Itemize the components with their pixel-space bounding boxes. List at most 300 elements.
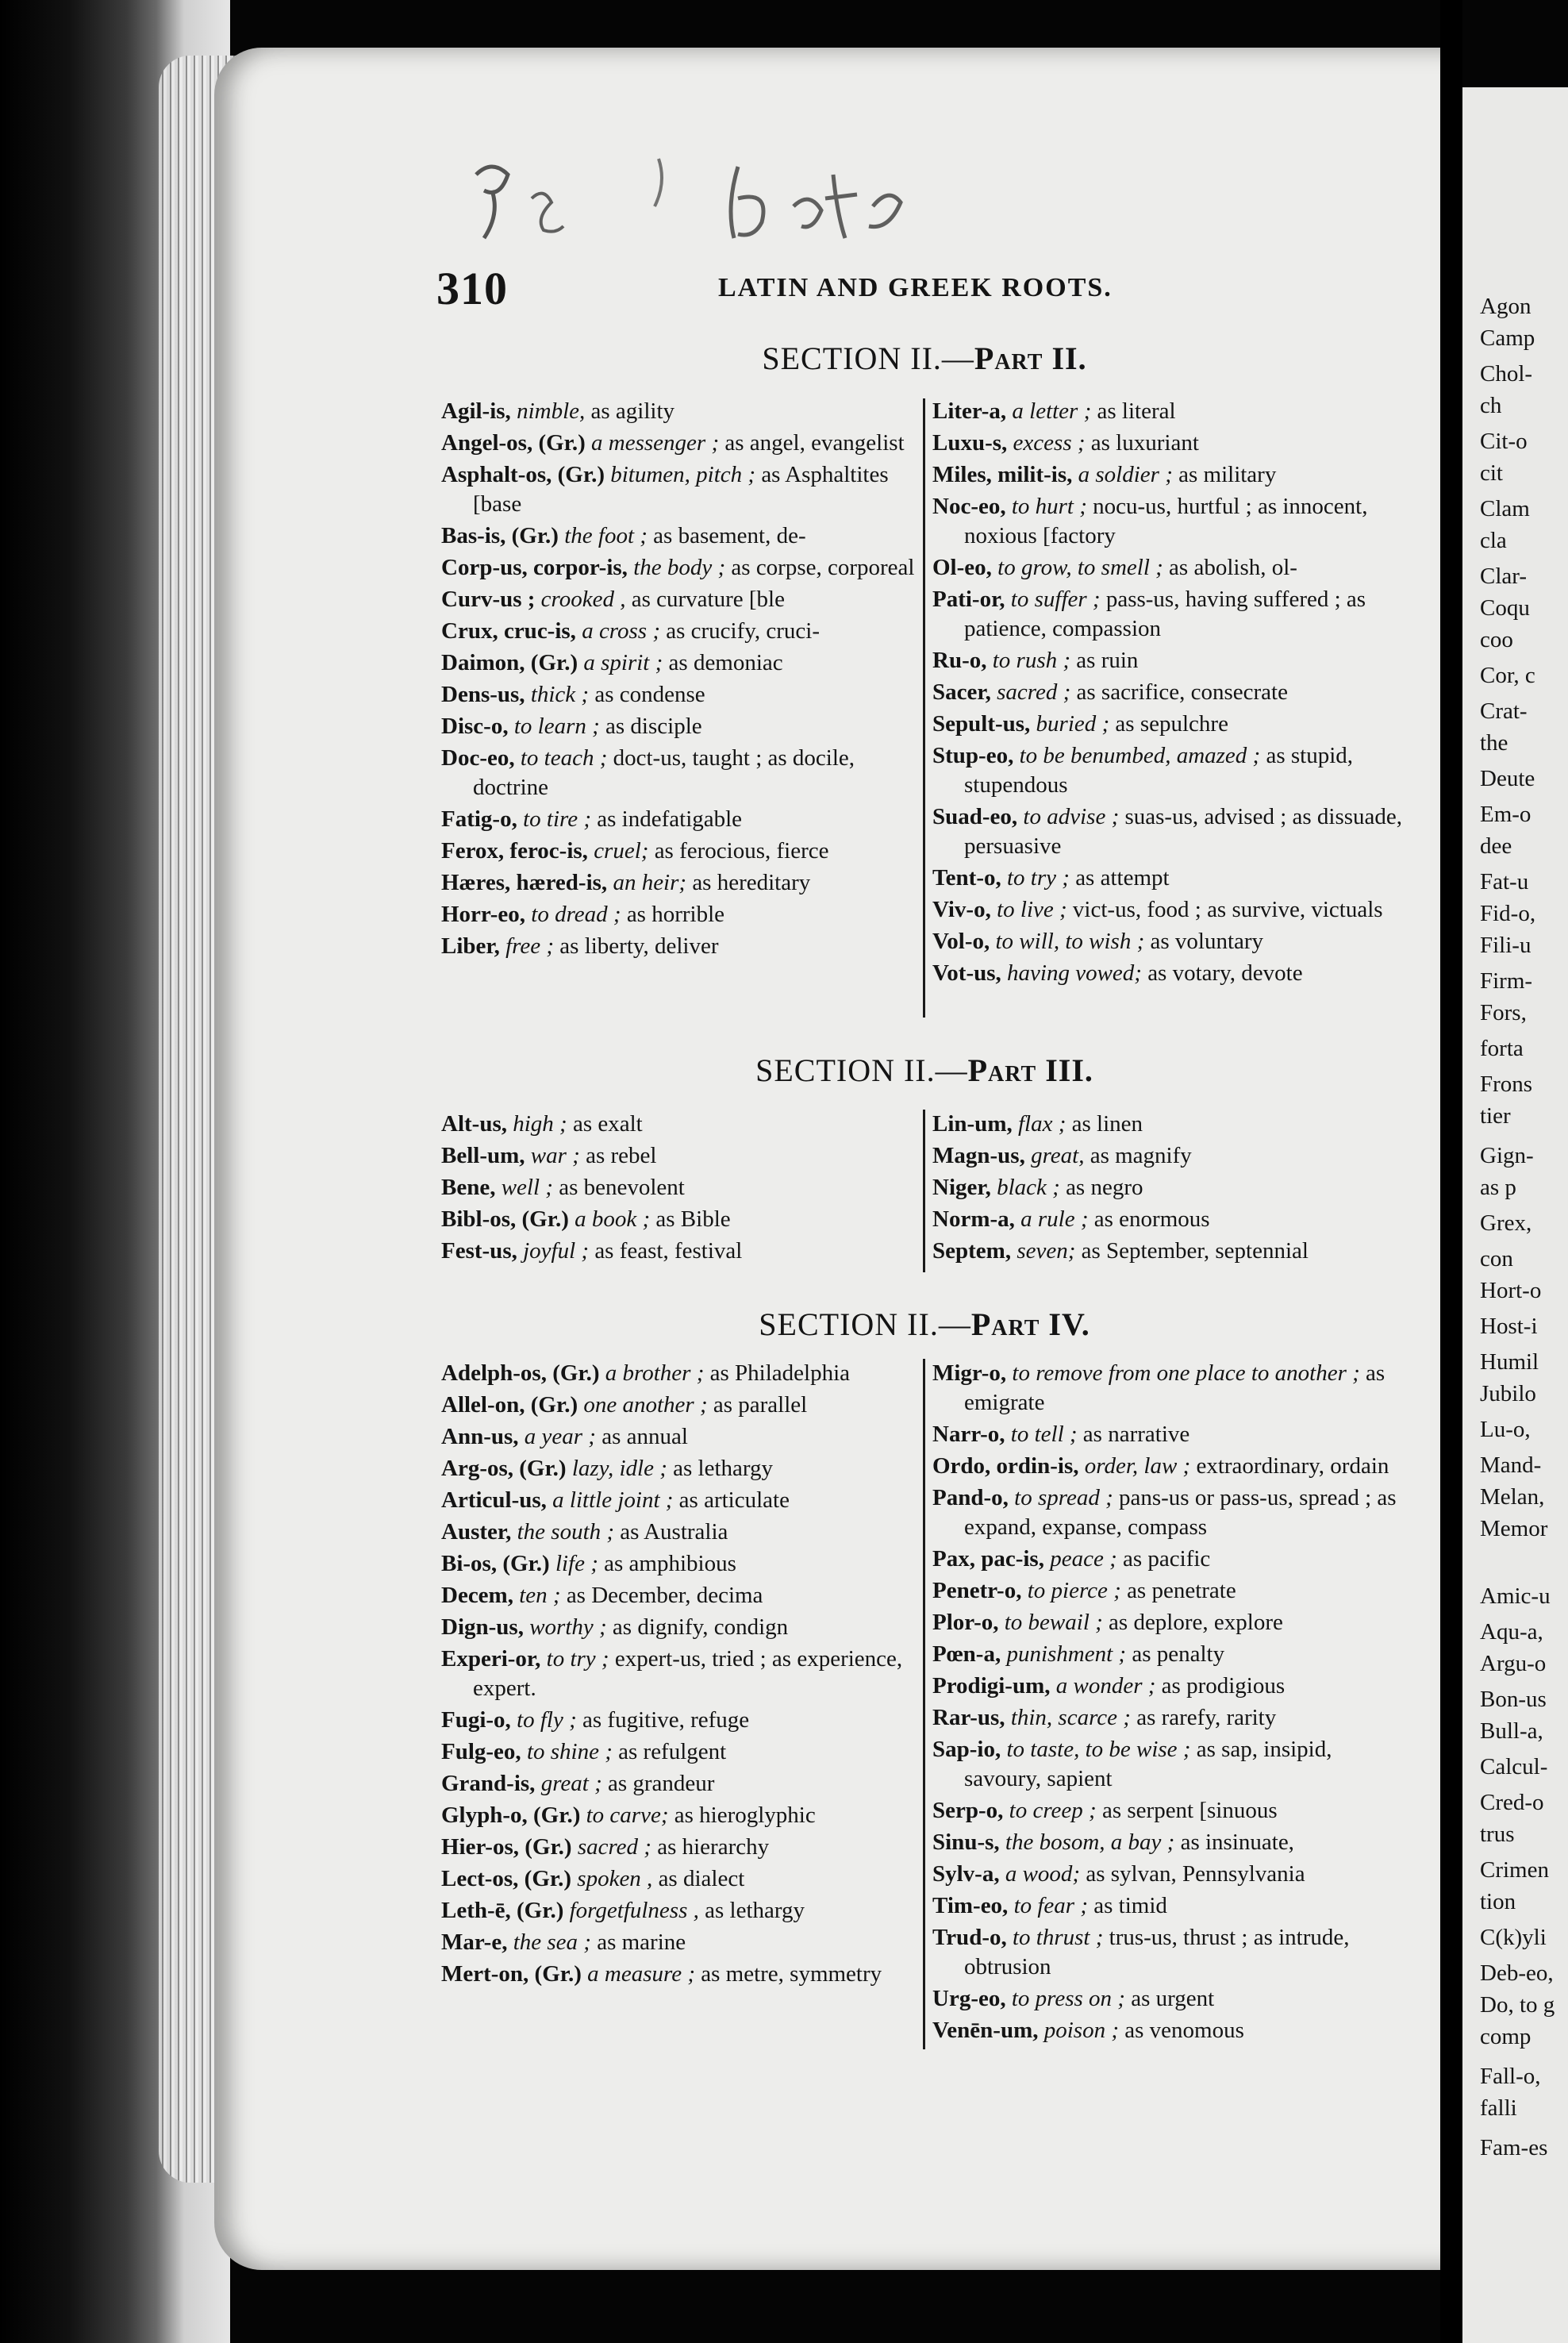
root-examples: as parallel xyxy=(713,1392,808,1418)
root-entry xyxy=(932,927,1409,956)
root-meaning: a rule ; xyxy=(1020,1206,1089,1232)
adjacent-page-fragment: Firm- xyxy=(1480,968,1533,994)
root-meaning: black ; xyxy=(997,1175,1060,1200)
root-entry xyxy=(932,1891,1409,1921)
root-examples: as ferocious, fierce xyxy=(654,838,829,864)
root-entry xyxy=(932,1237,1409,1266)
root-examples: as pacific xyxy=(1123,1546,1211,1572)
root-meaning: the bosom, a bay ; xyxy=(1005,1829,1175,1855)
adjacent-page-fragment: Hort-o xyxy=(1480,1278,1542,1303)
adjacent-page-fragment: Cit-o xyxy=(1480,429,1528,454)
root-word: Bene, xyxy=(441,1175,496,1200)
root-meaning: crooked , xyxy=(540,587,626,612)
root-meaning: to teach ; xyxy=(520,745,608,771)
root-examples: as sepulchre xyxy=(1115,711,1228,737)
root-entry xyxy=(932,1452,1409,1481)
root-word: Ru-o, xyxy=(932,648,987,673)
root-word: Grand-is, xyxy=(441,1771,536,1796)
root-word: Alt-us, xyxy=(441,1111,507,1137)
root-examples: as narrative xyxy=(1082,1422,1190,1447)
root-examples: as abolish, ol- xyxy=(1169,555,1297,580)
root-meaning: a cross ; xyxy=(582,618,660,644)
root-entry xyxy=(441,521,917,551)
root-entry xyxy=(441,932,917,961)
root-meaning: to try ; xyxy=(546,1646,609,1672)
root-entry xyxy=(441,1833,917,1862)
root-meaning: sacred ; xyxy=(997,679,1071,705)
root-examples: as September, septennial xyxy=(1081,1238,1309,1264)
root-examples: as linen xyxy=(1071,1111,1143,1137)
root-word: Liber, xyxy=(441,933,500,959)
root-entry xyxy=(441,617,917,646)
adjacent-page-fragment: Crat- xyxy=(1480,698,1528,724)
root-examples: pans-us or pass-us, spread ; as expand, expanse, compass xyxy=(964,1485,1397,1540)
root-word: Daimon, (Gr.) xyxy=(441,650,578,675)
root-meaning: a letter ; xyxy=(1012,398,1092,424)
root-examples: as demoniac xyxy=(668,650,783,675)
root-meaning: to spread ; xyxy=(1014,1485,1113,1510)
adjacent-page-fragment: Memor xyxy=(1480,1516,1548,1541)
adjacent-page-fragment: Clar- xyxy=(1480,564,1528,589)
root-word: Venēn-um, xyxy=(932,2018,1039,2043)
root-examples: as Philadelphia xyxy=(709,1360,851,1386)
root-examples: as dignify, condign xyxy=(612,1614,789,1640)
root-meaning: to advise ; xyxy=(1023,804,1120,829)
column-right xyxy=(932,397,1409,991)
root-examples: as rebel xyxy=(586,1143,657,1168)
adjacent-page-fragment: Do, to g xyxy=(1480,1992,1555,2018)
root-word: Prodigi-um, xyxy=(932,1673,1051,1699)
root-word: Ol-eo, xyxy=(932,555,992,580)
root-examples: as angel, evangelist xyxy=(724,430,905,456)
root-word: Bas-is, (Gr.) xyxy=(441,523,559,548)
root-word: Experi-or, xyxy=(441,1646,541,1672)
root-entry xyxy=(441,1737,917,1767)
root-meaning: high ; xyxy=(513,1111,567,1137)
root-word: Hier-os, (Gr.) xyxy=(441,1834,572,1860)
root-word: Horr-eo, xyxy=(441,902,526,927)
root-entry xyxy=(932,1640,1409,1669)
root-word: Noc-eo, xyxy=(932,494,1006,519)
root-word: Tim-eo, xyxy=(932,1893,1009,1918)
root-examples: as crucify, cruci- xyxy=(666,618,821,644)
root-word: Penetr-o, xyxy=(932,1578,1022,1603)
root-meaning: a spirit ; xyxy=(583,650,663,675)
root-entry xyxy=(932,492,1409,551)
section-part: Part II. xyxy=(974,340,1087,376)
root-examples: as military xyxy=(1178,462,1277,487)
adjacent-page-fragment: cit xyxy=(1480,460,1503,486)
adjacent-page-fragment: Bull-a, xyxy=(1480,1718,1543,1744)
adjacent-page-fragment: Fat-u xyxy=(1480,869,1529,894)
root-examples: as luxuriant xyxy=(1090,430,1199,456)
adjacent-page-fragment: Fors, xyxy=(1480,1000,1527,1025)
adjacent-page-fragment: as p xyxy=(1480,1175,1516,1200)
root-examples: as refulgent xyxy=(618,1739,727,1764)
root-examples: as sylvan, Pennsylvania xyxy=(1086,1861,1305,1887)
root-entry xyxy=(932,959,1409,988)
root-entry xyxy=(932,1703,1409,1733)
root-entry xyxy=(441,1928,917,1957)
adjacent-page-fragment: cla xyxy=(1480,528,1507,553)
adjacent-page-fragment: coo xyxy=(1480,627,1513,652)
root-meaning: punishment ; xyxy=(1006,1641,1127,1667)
root-meaning: great, xyxy=(1031,1143,1085,1168)
root-entry xyxy=(441,1960,917,1989)
root-meaning: cruel; xyxy=(594,838,649,864)
root-meaning: seven; xyxy=(1017,1238,1076,1264)
adjacent-page-fragment: Agon xyxy=(1480,294,1531,319)
root-entry xyxy=(441,837,917,866)
root-word: Norm-a, xyxy=(932,1206,1015,1232)
root-entry xyxy=(932,553,1409,583)
root-entry xyxy=(932,1828,1409,1857)
root-meaning: to shine ; xyxy=(526,1739,613,1764)
root-entry xyxy=(932,1359,1409,1418)
root-meaning: nimble, xyxy=(517,398,586,424)
root-entry xyxy=(932,1672,1409,1701)
root-examples: as Australia xyxy=(620,1519,728,1545)
root-meaning: to suffer ; xyxy=(1010,587,1101,612)
adjacent-page-fragment: the xyxy=(1480,730,1508,756)
column-divider xyxy=(923,1359,925,2049)
adjacent-page-fragment: ch xyxy=(1480,393,1502,418)
adjacent-page-fragment: Deute xyxy=(1480,766,1535,791)
root-entry xyxy=(932,1110,1409,1139)
root-examples: as feast, festival xyxy=(594,1238,743,1264)
root-word: Magn-us, xyxy=(932,1143,1025,1168)
root-meaning: to creep ; xyxy=(1009,1798,1097,1823)
root-meaning: a wood; xyxy=(1005,1861,1081,1887)
root-entry xyxy=(932,429,1409,458)
root-entry xyxy=(932,1735,1409,1794)
root-entry xyxy=(441,1896,917,1926)
root-word: Allel-on, (Gr.) xyxy=(441,1392,578,1418)
root-meaning: to taste, to be wise ; xyxy=(1006,1737,1191,1762)
root-meaning: one another ; xyxy=(583,1392,708,1418)
root-meaning: to press on ; xyxy=(1011,1986,1125,2011)
root-meaning: life ; xyxy=(555,1551,598,1576)
root-meaning: great ; xyxy=(540,1771,602,1796)
root-examples: as deplore, explore xyxy=(1109,1610,1283,1635)
root-meaning: to rush ; xyxy=(992,648,1071,673)
adjacent-page-fragment: tier xyxy=(1480,1103,1511,1129)
root-word: Pati-or, xyxy=(932,587,1005,612)
adjacent-page-fragment: Fam-es xyxy=(1480,2135,1548,2160)
root-examples: as annual xyxy=(601,1424,688,1449)
root-entry xyxy=(441,868,917,898)
root-entry xyxy=(932,710,1409,739)
root-word: Ann-us, xyxy=(441,1424,519,1449)
column-left xyxy=(441,1359,917,1991)
root-word: Sepult-us, xyxy=(932,711,1031,737)
root-examples: as urgent xyxy=(1131,1986,1215,2011)
root-meaning: to tell ; xyxy=(1010,1422,1078,1447)
adjacent-page-fragment: Argu-o xyxy=(1480,1651,1547,1676)
section-title-part-iv xyxy=(436,1306,1412,1343)
root-examples: as rarefy, rarity xyxy=(1136,1705,1277,1730)
adjacent-page-fragment: falli xyxy=(1480,2095,1517,2121)
root-entry xyxy=(441,1422,917,1452)
root-entry xyxy=(441,1141,917,1171)
root-word: Glyph-o, (Gr.) xyxy=(441,1802,581,1828)
root-examples: as timid xyxy=(1093,1893,1167,1918)
root-entry xyxy=(441,553,917,583)
root-examples: as emigrate xyxy=(964,1360,1385,1415)
root-examples: as literal xyxy=(1097,398,1176,424)
root-entry xyxy=(932,1173,1409,1202)
root-meaning: excess ; xyxy=(1013,430,1086,456)
adjacent-page-fragment: Jubilo xyxy=(1480,1381,1536,1406)
root-examples: expert-us, tried ; as experience, expert. xyxy=(473,1646,903,1701)
adjacent-page-fragment: Camp xyxy=(1480,325,1535,351)
adjacent-page-fragment: Aqu-a, xyxy=(1480,1619,1543,1645)
root-word: Septem, xyxy=(932,1238,1012,1264)
root-word: Tent-o, xyxy=(932,865,1001,891)
root-word: Plor-o, xyxy=(932,1610,999,1635)
root-meaning: the foot ; xyxy=(564,523,648,548)
root-meaning: poison ; xyxy=(1043,2018,1119,2043)
root-meaning: to thrust ; xyxy=(1012,1925,1104,1950)
root-examples: as marine xyxy=(597,1929,686,1955)
root-examples: as metre, symmetry xyxy=(701,1961,882,1987)
adjacent-page-fragment: C(k)yli xyxy=(1480,1925,1547,1950)
root-word: Fatig-o, xyxy=(441,806,517,832)
root-entry xyxy=(441,1518,917,1547)
root-examples: as dialect xyxy=(658,1866,745,1891)
root-meaning: well ; xyxy=(501,1175,553,1200)
root-word: Viv-o, xyxy=(932,897,991,922)
root-meaning: order, law ; xyxy=(1084,1453,1191,1479)
root-entry xyxy=(932,397,1409,426)
root-entry xyxy=(441,397,917,426)
root-entry xyxy=(932,646,1409,675)
root-meaning: a little joint ; xyxy=(552,1487,674,1513)
root-examples: as insinuate, xyxy=(1180,1829,1294,1855)
root-meaning: war ; xyxy=(530,1143,580,1168)
root-word: Curv-us ; xyxy=(441,587,536,612)
root-word: Doc-eo, xyxy=(441,745,515,771)
root-examples: as basement, de- xyxy=(653,523,806,548)
section-part: Part IV. xyxy=(970,1306,1090,1342)
adjacent-page-fragment: Calcul- xyxy=(1480,1754,1548,1779)
section-label: SECTION II.— xyxy=(755,1052,968,1088)
root-examples: as hieroglyphic xyxy=(674,1802,816,1828)
adjacent-page-fragment: Grex, xyxy=(1480,1210,1532,1236)
root-entry xyxy=(441,1391,917,1420)
adjacent-page xyxy=(1462,87,1568,2343)
root-entry xyxy=(441,648,917,678)
adjacent-page-fragment: Coqu xyxy=(1480,595,1530,621)
root-examples: as amphibious xyxy=(604,1551,736,1576)
root-entry xyxy=(441,1173,917,1202)
root-meaning: spoken , xyxy=(577,1866,653,1891)
root-word: Fest-us, xyxy=(441,1238,517,1264)
adjacent-page-fragment: Melan, xyxy=(1480,1484,1545,1510)
root-examples: as indefatigable xyxy=(597,806,743,832)
root-meaning: to bewail ; xyxy=(1004,1610,1103,1635)
root-examples: extraordinary, ordain xyxy=(1196,1453,1389,1479)
root-meaning: to hurt ; xyxy=(1011,494,1087,519)
root-word: Articul-us, xyxy=(441,1487,547,1513)
root-meaning: joyful ; xyxy=(523,1238,590,1264)
root-entry xyxy=(441,1359,917,1388)
root-meaning: to live ; xyxy=(997,897,1067,922)
page-gutter xyxy=(1440,0,1462,2343)
root-word: Urg-eo, xyxy=(932,1986,1006,2011)
running-head: LATIN AND GREEK ROOTS. xyxy=(718,273,1113,302)
column-left xyxy=(441,397,917,964)
root-entry xyxy=(441,1549,917,1579)
root-examples: as corpse, corporeal xyxy=(731,555,915,580)
root-entry xyxy=(932,741,1409,800)
root-examples: as curvature [ble xyxy=(631,587,785,612)
root-entry xyxy=(932,1205,1409,1234)
root-examples: as sap, insipid, savoury, sapient xyxy=(964,1737,1332,1791)
adjacent-page-fragment: Fid-o, xyxy=(1480,901,1536,926)
root-meaning: to carve; xyxy=(586,1802,669,1828)
root-word: Sinu-s, xyxy=(932,1829,1000,1855)
root-meaning: to grow, to smell ; xyxy=(997,555,1163,580)
root-examples: vict-us, food ; as survive, victuals xyxy=(1072,897,1383,922)
root-word: Vol-o, xyxy=(932,929,990,954)
root-meaning: sacred ; xyxy=(577,1834,651,1860)
adjacent-page-fragment: forta xyxy=(1480,1036,1524,1061)
root-entry xyxy=(441,805,917,834)
root-examples: as stupid, stupendous xyxy=(964,743,1354,798)
adjacent-page-fragment: Cred-o xyxy=(1480,1790,1544,1815)
root-meaning: to fear ; xyxy=(1013,1893,1088,1918)
section-label: SECTION II.— xyxy=(762,340,974,376)
root-examples: as serpent [sinuous xyxy=(1101,1798,1278,1823)
root-entry xyxy=(932,1576,1409,1606)
adjacent-page-fragment: trus xyxy=(1480,1822,1515,1847)
root-meaning: having vowed; xyxy=(1007,960,1142,986)
adjacent-page-fragment: Bon-us xyxy=(1480,1687,1547,1712)
root-word: Arg-os, (Gr.) xyxy=(441,1456,567,1481)
root-word: Mar-e, xyxy=(441,1929,508,1955)
root-examples: as liberty, deliver xyxy=(559,933,719,959)
column-right xyxy=(932,1359,1409,2048)
root-word: Serp-o, xyxy=(932,1798,1004,1823)
root-meaning: to dread ; xyxy=(531,902,621,927)
root-word: Dens-us, xyxy=(441,682,525,707)
root-meaning: to try ; xyxy=(1007,865,1070,891)
root-examples: as ruin xyxy=(1076,648,1139,673)
root-meaning: thick ; xyxy=(530,682,590,707)
adjacent-page-fragment: Fall-o, xyxy=(1480,2064,1541,2089)
root-examples: as voluntary xyxy=(1150,929,1264,954)
root-word: Narr-o, xyxy=(932,1422,1005,1447)
root-meaning: ten ; xyxy=(519,1583,561,1608)
root-examples: as agility xyxy=(590,398,675,424)
root-word: Sylv-a, xyxy=(932,1861,1000,1887)
root-word: Decem, xyxy=(441,1583,513,1608)
root-entry xyxy=(932,1545,1409,1574)
root-word: Migr-o, xyxy=(932,1360,1007,1386)
root-meaning: the south ; xyxy=(517,1519,615,1545)
root-meaning: a soldier ; xyxy=(1078,462,1173,487)
root-entry xyxy=(932,895,1409,925)
root-entry xyxy=(441,900,917,929)
root-word: Auster, xyxy=(441,1519,512,1545)
adjacent-page-fragment: Fili-u xyxy=(1480,933,1531,958)
root-word: Niger, xyxy=(932,1175,991,1200)
root-examples: as magnify xyxy=(1090,1143,1192,1168)
page-number: 310 xyxy=(436,263,508,314)
root-word: Angel-os, (Gr.) xyxy=(441,430,586,456)
root-word: Luxu-s, xyxy=(932,430,1008,456)
root-meaning: lazy, idle ; xyxy=(571,1456,667,1481)
root-word: Ordo, ordin-is, xyxy=(932,1453,1079,1479)
adjacent-page-fragment: Lu-o, xyxy=(1480,1417,1531,1442)
root-word: Hæres, hæred-is, xyxy=(441,870,608,895)
root-meaning: peace ; xyxy=(1050,1546,1117,1572)
root-word: Agil-is, xyxy=(441,398,511,424)
root-meaning: the sea ; xyxy=(513,1929,591,1955)
root-word: Fulg-eo, xyxy=(441,1739,521,1764)
root-meaning: an heir; xyxy=(613,870,687,895)
root-meaning: forgetfulness , xyxy=(569,1898,699,1923)
root-word: Mert-on, (Gr.) xyxy=(441,1961,582,1987)
adjacent-page-fragment: Mand- xyxy=(1480,1452,1542,1478)
root-meaning: the body ; xyxy=(633,555,726,580)
root-word: Dign-us, xyxy=(441,1614,524,1640)
root-examples: suas-us, advised ; as dissuade, persuasive xyxy=(964,804,1403,859)
root-entry xyxy=(441,1613,917,1642)
root-examples: as Asphaltites [base xyxy=(473,462,889,517)
root-examples: as December, decima xyxy=(566,1583,763,1608)
root-entry xyxy=(932,1483,1409,1542)
root-examples: as venomous xyxy=(1124,2018,1244,2043)
root-entry xyxy=(441,744,917,802)
root-word: Corp-us, corpor-is, xyxy=(441,555,628,580)
root-examples: as hereditary xyxy=(692,870,811,895)
root-word: Vot-us, xyxy=(932,960,1001,986)
root-examples: pass-us, having suffered ; as patience, compassion xyxy=(964,587,1366,641)
root-examples: as horrible xyxy=(626,902,725,927)
section-title-part-iii xyxy=(436,1052,1412,1089)
root-word: Stup-eo, xyxy=(932,743,1014,768)
root-entry xyxy=(441,585,917,614)
section-title-part-ii xyxy=(436,340,1412,377)
root-entry xyxy=(932,1141,1409,1171)
root-word: Miles, milit-is, xyxy=(932,462,1073,487)
root-entry xyxy=(441,1237,917,1266)
root-word: Adelph-os, (Gr.) xyxy=(441,1360,600,1386)
root-examples: as sacrifice, consecrate xyxy=(1076,679,1288,705)
root-examples: as disciple xyxy=(605,714,702,739)
adjacent-page-fragment: Host-i xyxy=(1480,1314,1538,1339)
root-entry xyxy=(932,460,1409,490)
root-word: Suad-eo, xyxy=(932,804,1018,829)
root-examples: as lethargy xyxy=(705,1898,805,1923)
root-entry xyxy=(932,2016,1409,2045)
root-word: Bi-os, (Gr.) xyxy=(441,1551,550,1576)
root-entry xyxy=(932,1860,1409,1889)
root-meaning: to tire ; xyxy=(523,806,592,832)
adjacent-page-fragment: Gign- xyxy=(1480,1143,1534,1168)
root-entry xyxy=(932,585,1409,644)
root-word: Pand-o, xyxy=(932,1485,1009,1510)
adjacent-page-fragment: Amic-u xyxy=(1480,1583,1551,1609)
adjacent-page-fragment: Humil xyxy=(1480,1349,1539,1375)
root-entry xyxy=(441,1864,917,1894)
root-word: Bibl-os, (Gr.) xyxy=(441,1206,569,1232)
root-entry xyxy=(441,712,917,741)
root-entry xyxy=(441,1110,917,1139)
adjacent-page-fragment: con xyxy=(1480,1246,1513,1272)
